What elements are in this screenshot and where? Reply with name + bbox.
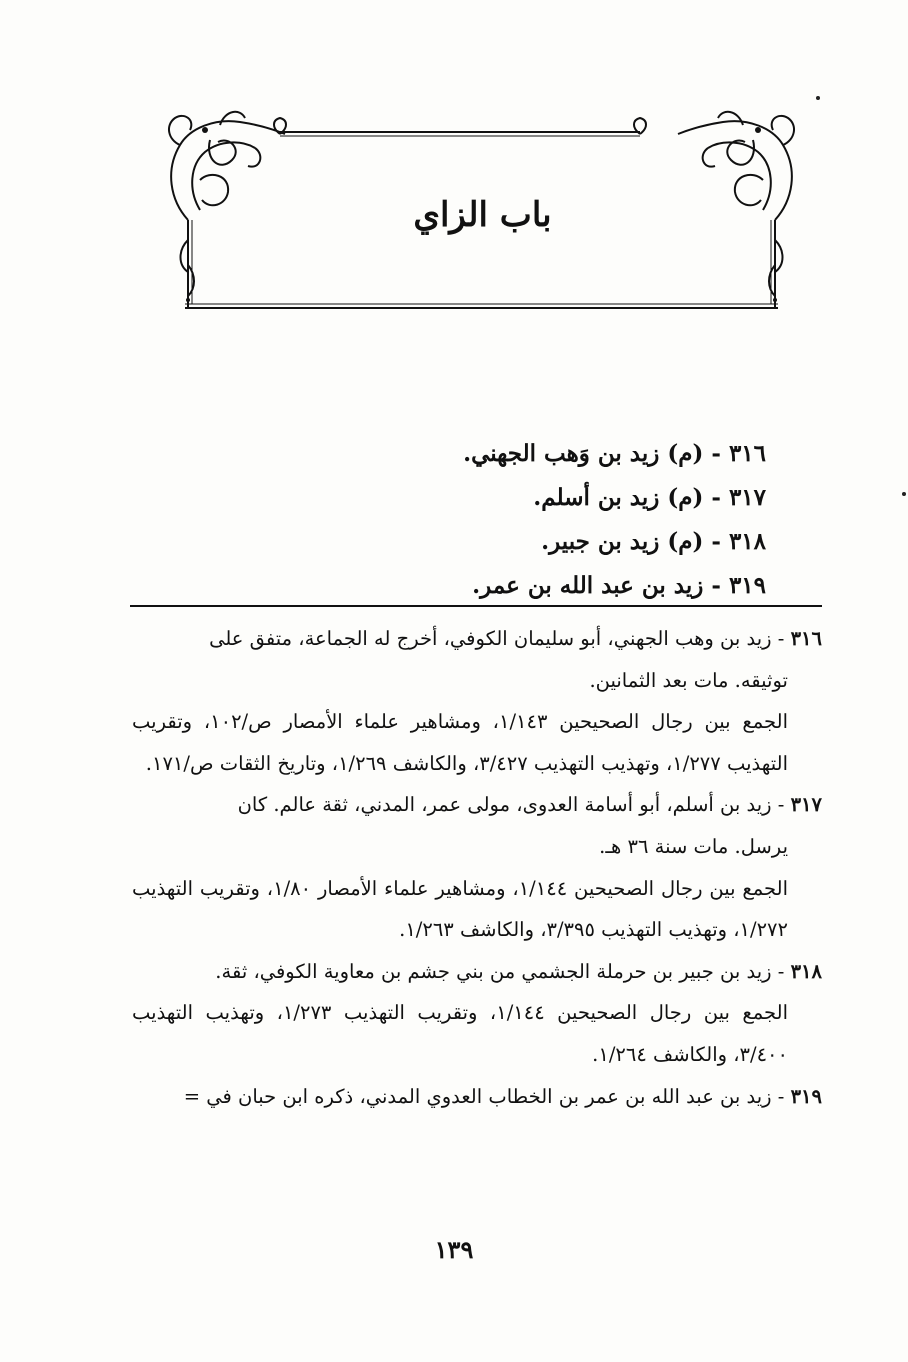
page-number: ١٣٩ — [434, 1235, 474, 1264]
footnote-number: ٣١٨ — [790, 959, 822, 983]
scan-speck — [816, 96, 820, 100]
footnote-318 — [132, 951, 822, 993]
footnote-number: ٣١٦ — [790, 627, 822, 650]
footnote-number: ٣١٩ — [790, 1084, 822, 1108]
main-entry: ٣١٦ - (م) زيد بن وَهب الجهني. — [463, 440, 766, 467]
footnote-316 — [132, 618, 822, 660]
footnote-text: - زيد بن جبير بن حرملة الجشمي من بني جشم بن معاوية الكوفي، ثقة. — [215, 959, 791, 983]
footnote-references: الجمع بين رجال الصحيحين ١/١٤٣، ومشاهير علماء الأمصار ص/١٠٢، وتقريب التهذيب ١/٢٧٧، وتهذيب التهذيب ٣/٤٢٧، والكاشف ١/٢٦٩، وتاريخ الثقات ص/١٧١. — [132, 710, 788, 775]
footnote-text: - زيد بن أسلم، أبو أسامة العدوى، مولى عمر، المدني، ثقة عالم. كان — [237, 793, 791, 817]
chapter-title: باب الزاي — [413, 195, 552, 235]
footnote-divider — [130, 605, 822, 607]
main-entry: ٣١٩ - زيد بن عبد الله بن عمر. — [472, 572, 766, 599]
footnote-319 — [132, 1076, 822, 1118]
footnote-references: الجمع بين رجال الصحيحين ١/١٤٤، وتقريب التهذيب ١/٢٧٣، وتهذيب التهذيب ٣/٤٠٠، والكاشف ١/٢٦٤. — [132, 1001, 788, 1066]
footnote-number: ٣١٧ — [790, 793, 822, 817]
footnote-continuation: توثيقه. مات بعد الثمانين. — [589, 668, 788, 692]
footnote-continuation: يرسل. مات سنة ٣٦ هـ. — [599, 834, 788, 858]
chapter-header-frame — [160, 100, 805, 320]
footnote-references: الجمع بين رجال الصحيحين ١/١٤٤، ومشاهير علماء الأمصار ١/٨٠، وتقريب التهذيب ١/٢٧٢، وتهذيب التهذيب ٣/٣٩٥، والكاشف ١/٢٦٣. — [132, 876, 789, 942]
main-entry: ٣١٧ - (م) زيد بن أسلم. — [533, 484, 766, 511]
footnote-text: - زيد بن وهب الجهني، أبو سليمان الكوفي، أخرج له الجماعة، متفق على — [209, 627, 791, 650]
footnote-317 — [132, 784, 822, 826]
main-entry: ٣١٨ - (م) زيد بن جبير. — [541, 528, 766, 555]
scan-speck — [902, 492, 906, 496]
footnotes — [132, 618, 822, 1117]
footnote-text: - زيد بن عبد الله بن عمر بن الخطاب العدوي المدني، ذكره ابن حبان في = — [183, 1084, 791, 1108]
main-entries-list — [206, 432, 766, 608]
